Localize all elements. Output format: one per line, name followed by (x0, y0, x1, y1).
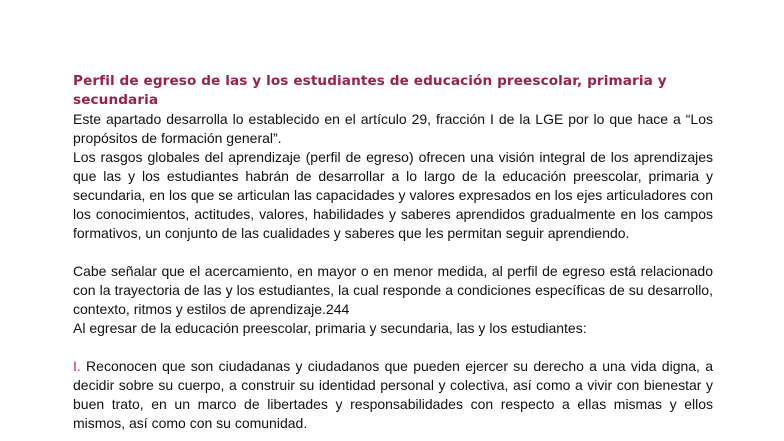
document-page (73, 72, 713, 433)
paragraph-spacer (73, 338, 713, 357)
rasgos-paragraph: Los rasgos globales del aprendizaje (perfil de egreso) ofrecen una visión integral de los aprendizajes que las y los estudiantes habrán de desarrollar a lo largo de la educación preescolar, primaria y secundaria, en los que se articulan las capacidades y valores expresados en los ejes articuladores con los conocimientos, actitudes, valores, habilidades y saberes aprendidos gradualmente en los campos formativos, un conjunto de las cualidades y saberes que les permitan seguir aprendiendo. (73, 149, 713, 241)
roman-numeral: I. (73, 358, 81, 374)
list-item-1 (73, 357, 713, 433)
paragraph-spacer (73, 243, 713, 262)
acercamiento-paragraph: Cabe señalar que el acercamiento, en mayor o en menor medida, al perfil de egreso está relacionado con la trayectoria de las y los estudiantes, la cual responde a condiciones específicas de su desarrollo, contexto, ritmos y estilos de aprendizaje.244 (73, 263, 713, 317)
egresar-paragraph: Al egresar de la educación preescolar, primaria y secundaria, las y los estudiantes: (73, 320, 587, 336)
section-title: Perfil de egreso de las y los estudiantes de educación preescolar, primaria y secundaria (73, 73, 667, 108)
list-item-1-text: Reconocen que son ciudadanas y ciudadanos que pueden ejercer su derecho a una vida digna, a decidir sobre su cuerpo, a construir su identidad personal y colectiva, así como a vivir con bienestar y buen trato, en un marco de libertades y responsabilidades con respecto a ellas mismas y ellos mismos, así como con su comunidad. (73, 358, 713, 431)
intro-paragraph: Este apartado desarrolla lo establecido en el artículo 29, fracción I de la LGE por lo que hace a “Los propósitos de formación general”. (73, 111, 713, 146)
